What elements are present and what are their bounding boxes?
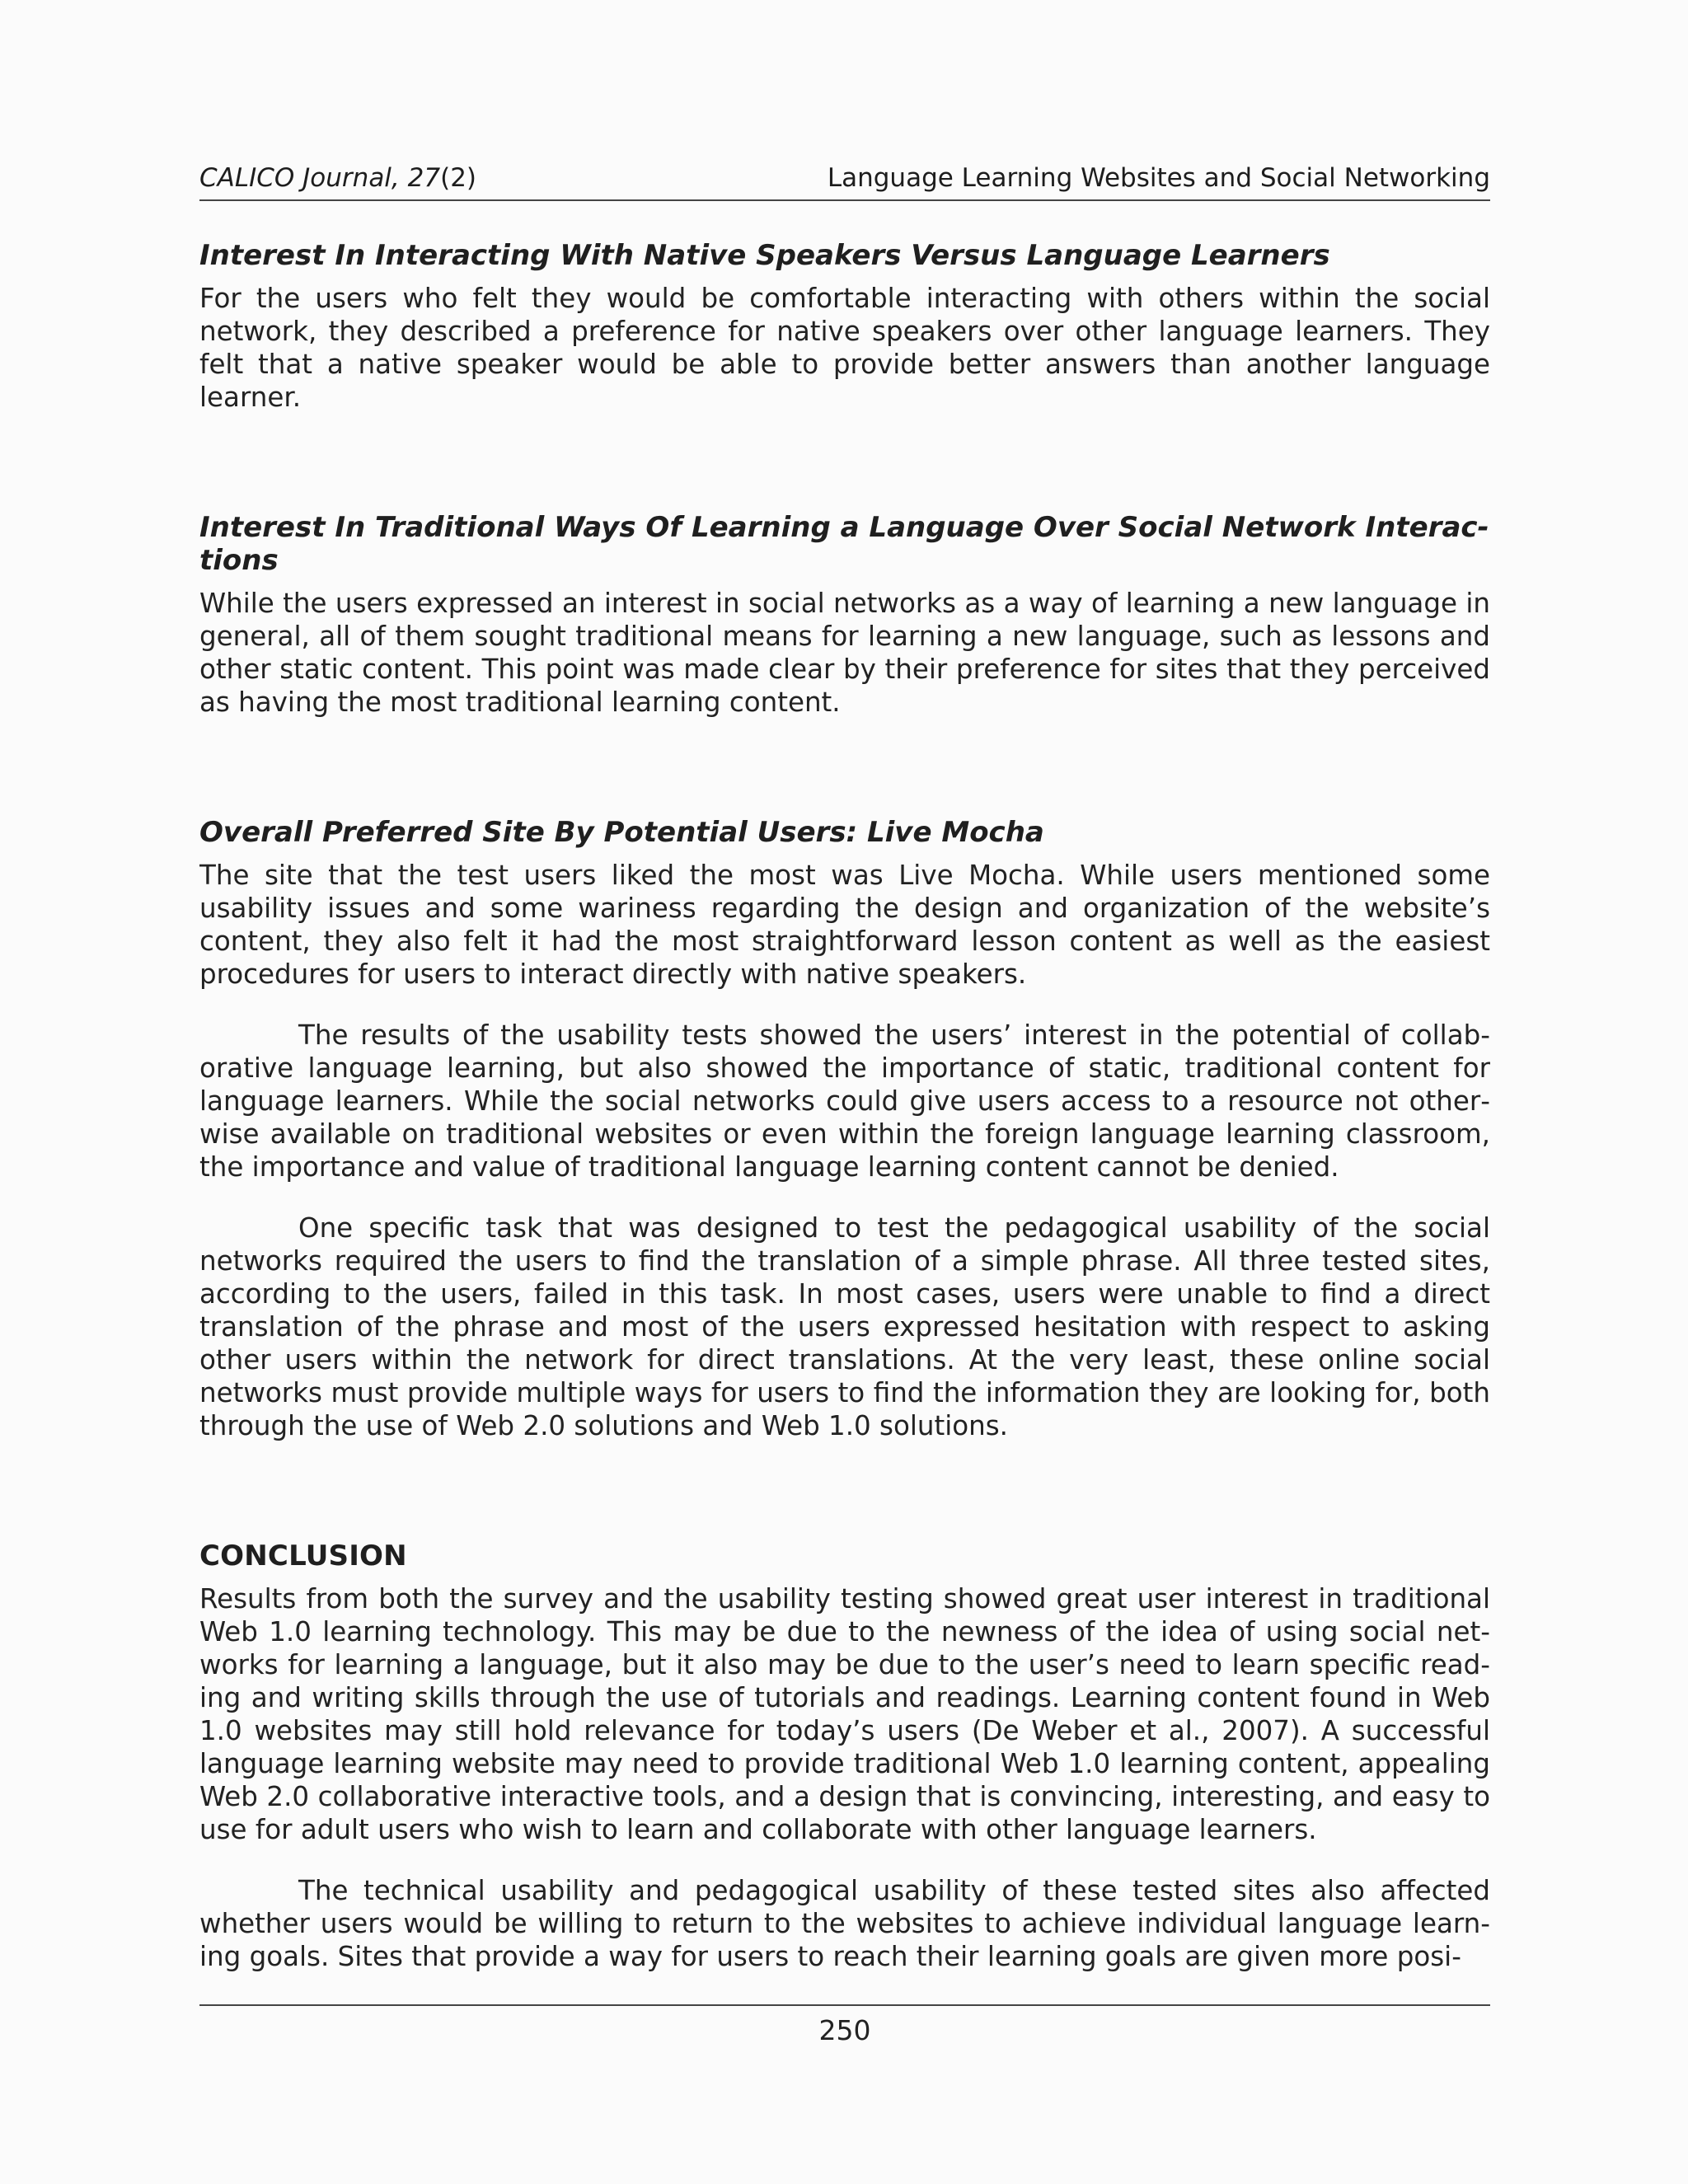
- section-heading-native-speakers: Interest In Interacting With Native Speakers Versus Language Learners: [199, 239, 1330, 272]
- journal-issue: (2): [440, 163, 477, 193]
- paragraph-preferred-site-2: The results of the usability tests showed the users’ interest in the potential of collaborative language learning, but also showed the importance of static, traditional content for language learners. While the social networks could give users access to a resource not otherwise available on traditional websites or even within the foreign language learning classroom, the importance and value of traditional language learning content cannot be denied.: [199, 1019, 1490, 1183]
- article-running-title: Language Learning Websites and Social Networking: [827, 163, 1490, 193]
- journal-volume: 27: [407, 163, 441, 193]
- running-header: [199, 162, 1490, 201]
- conclusion-section: [199, 1540, 1490, 1973]
- article-content: [199, 239, 1490, 1994]
- page-number: 250: [818, 2014, 871, 2046]
- traditional-learning-section: [199, 511, 1490, 719]
- paragraph-conclusion-1: Results from both the survey and the usability testing showed great user interest in traditional Web 1.0 learning technology. This may be due to the newness of the idea of using social networks for learning a language, but it also may be due to the user’s need to learn specific reading and writing skills through the use of tutorials and readings. Learning content found in Web 1.0 websites may still hold relevance for today’s users (De Weber et al., 2007). A successful language learning website may need to provide traditional Web 1.0 learning content, appealing Web 2.0 collaborative interactive tools, and a design that is convincing, interesting, and easy to use for adult users who wish to learn and collaborate with other language learners.: [199, 1583, 1490, 1845]
- section-heading-conclusion: CONCLUSION: [199, 1540, 407, 1572]
- footer-divider: [199, 2004, 1490, 2006]
- paragraph-conclusion-2: The technical usability and pedagogical usability of these tested sites also affected whether users would be willing to return to the websites to achieve individual language learning goals. Sites that provide a way for users to reach their learning goals are given more posi-: [199, 1875, 1490, 1972]
- paragraph-preferred-site-3: One specific task that was designed to test the pedagogical usability of the social networks required the users to find the translation of a simple phrase. All three tested sites, according to the users, failed in this task. In most cases, users were unable to find a direct translation of the phrase and most of the users expressed hesitation with respect to asking other users within the network for direct translations. At the very least, these online social networks must provide multiple ways for users to find the information they are looking for, both through the use of Web 2.0 solutions and Web 1.0 solutions.: [199, 1212, 1490, 1441]
- preferred-site-section: [199, 816, 1490, 1442]
- journal-name: CALICO Journal,: [199, 163, 400, 193]
- paragraph-native-speakers: For the users who felt they would be comfortable interacting with others within the social network, they described a preference for native speakers over other language learners. They felt that a native speaker would be able to provide better answers than another language learner.: [199, 283, 1490, 413]
- journal-citation: [199, 162, 476, 194]
- paragraph-traditional-learning: While the users expressed an interest in social networks as a way of learning a new language in general, all of them sought traditional means for learning a new language, such as lessons and other static content. This point was made clear by their preference for sites that they perceived as having the most traditional learning content.: [199, 588, 1490, 718]
- paragraph-preferred-site-1: The site that the test users liked the most was Live Mocha. While users mentioned some usability issues and some wariness regarding the design and organization of the website’s content, they also felt it had the most straightforward lesson content as well as the easiest procedures for users to interact directly with native speakers.: [199, 860, 1490, 990]
- native-speakers-section: [199, 239, 1490, 414]
- section-heading-preferred-site: Overall Preferred Site By Potential Users: Live Mocha: [199, 816, 1044, 849]
- section-heading-traditional-learning: Interest In Traditional Ways Of Learning a Language Over Social Network Interactions: [199, 511, 1489, 577]
